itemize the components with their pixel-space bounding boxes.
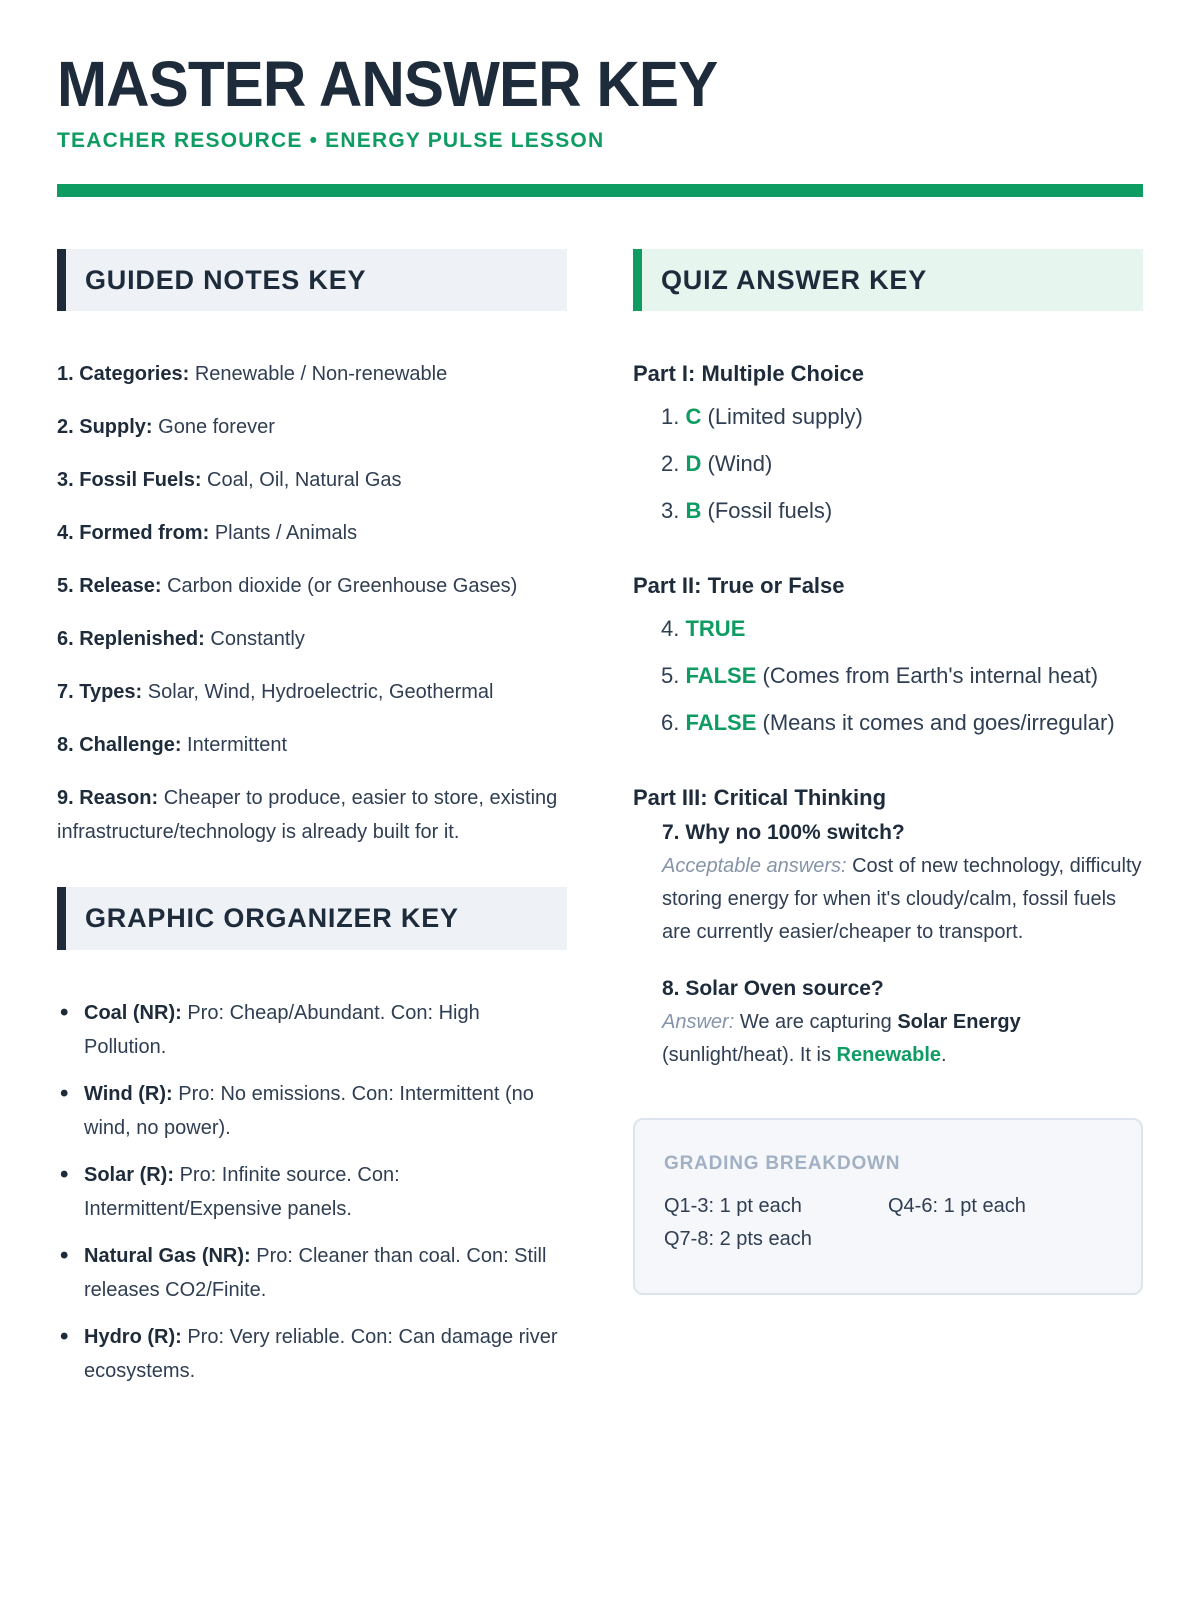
part3-heading: Part III: Critical Thinking [633, 785, 887, 811]
note-item [57, 463, 567, 497]
note-item-text: Renewable / Non-renewable [194, 363, 448, 386]
guided-notes-heading-label: GUIDED NOTES KEY [85, 265, 367, 295]
note-item-text: Solar, Wind, Hydroelectric, Geothermal [147, 681, 494, 704]
q8-question: 8. Solar Oven source? [662, 977, 884, 1001]
quiz-item-number: 6. [661, 710, 680, 736]
q8-answer-text: We are capturing [739, 1011, 892, 1034]
note-item [57, 516, 567, 550]
quiz-answer-key-heading-label: QUIZ ANSWER KEY [661, 265, 928, 295]
quiz-item [633, 609, 1143, 649]
note-item-label: 4. Formed from: [57, 522, 210, 545]
right-column [633, 249, 1143, 1401]
organizer-item-text: Pro: Very reliable. Con: Can damage river ecosystems. [84, 1325, 558, 1382]
organizer-item-text: Pro: Cleaner than coal. Con: Still releases CO2/Finite. [84, 1244, 547, 1301]
note-item [57, 675, 567, 709]
quiz-item-note: (Means it comes and goes/irregular) [762, 710, 1115, 736]
note-item-text: Coal, Oil, Natural Gas [207, 469, 402, 492]
quiz-item-number: 4. [661, 616, 680, 642]
critical-thinking-q8 [633, 977, 1143, 1072]
graphic-organizer-heading-label: GRAPHIC ORGANIZER KEY [85, 903, 459, 934]
quiz-item-note: (Fossil fuels) [707, 498, 833, 524]
organizer-item-label: Hydro (R): [84, 1325, 182, 1348]
note-item-text: Gone forever [158, 416, 275, 439]
quiz-item-number: 1. [661, 404, 680, 430]
quiz-item [633, 491, 1143, 531]
grading-breakdown-box [633, 1118, 1143, 1295]
green-divider-bar [57, 184, 1143, 197]
part2-heading: Part II: True or False [633, 573, 845, 599]
note-item-text: Plants / Animals [214, 522, 358, 545]
quiz-item-number: 3. [661, 498, 680, 524]
organizer-item [57, 996, 567, 1064]
note-item [57, 357, 567, 391]
quiz-item-answer: FALSE [685, 663, 757, 689]
note-item-text: Cheaper to produce, easier to store, existing infrastructure/technology is already built for it. [57, 787, 558, 844]
graphic-organizer-heading [57, 887, 567, 949]
grading-breakdown-title: GRADING BREAKDOWN [664, 1153, 901, 1175]
note-item-label: 8. Challenge: [57, 734, 182, 757]
note-item-label: 9. Reason: [57, 787, 159, 810]
note-item-label: 1. Categories: [57, 363, 190, 386]
quiz-item [633, 656, 1143, 696]
grading-cell: Q1-3: 1 pt each [664, 1195, 802, 1218]
organizer-item-label: Wind (R): [84, 1082, 173, 1105]
quiz-item-answer: D [685, 451, 702, 477]
organizer-item-text: Pro: Infinite source. Con: Intermittent/Expensive panels. [84, 1163, 400, 1220]
quiz-item [633, 444, 1143, 484]
q8-answer [662, 1006, 1143, 1072]
note-item-label: 3. Fossil Fuels: [57, 469, 202, 492]
quiz-item-note: (Wind) [707, 451, 773, 477]
quiz-item-note: (Limited supply) [707, 404, 863, 430]
organizer-item [57, 1239, 567, 1307]
note-item-label: 7. Types: [57, 681, 143, 704]
q8-answer-period: . [941, 1044, 947, 1067]
note-item-label: 2. Supply: [57, 416, 153, 439]
guided-notes-list [57, 357, 567, 849]
left-column [57, 249, 567, 1401]
quiz-item-number: 2. [661, 451, 680, 477]
organizer-item-text: Pro: Cheap/Abundant. Con: High Pollution. [84, 1001, 480, 1058]
grading-cell: Q7-8: 2 pts each [664, 1228, 812, 1251]
grading-cell: Q4-6: 1 pt each [888, 1195, 1026, 1218]
q8-answer-text: (sunlight/heat). It is [662, 1044, 831, 1067]
quiz-answer-key-heading [633, 249, 1143, 311]
note-item-text: Intermittent [187, 734, 288, 757]
q7-answer-text: Cost of new technology, difficulty storing energy for when it's cloudy/calm, fossil fuels are currently easier/cheaper to transport. [662, 855, 1142, 944]
note-item-label: 6. Replenished: [57, 628, 205, 651]
graphic-organizer-list [57, 996, 567, 1388]
q7-answer [662, 850, 1143, 949]
q8-answer-highlight: Renewable [836, 1044, 942, 1067]
quiz-item [633, 703, 1143, 743]
content-columns [57, 249, 1143, 1401]
critical-thinking-q7 [633, 821, 1143, 949]
note-item-label: 5. Release: [57, 575, 162, 598]
organizer-item-label: Coal (NR): [84, 1001, 182, 1024]
quiz-item [633, 397, 1143, 437]
guided-notes-heading [57, 249, 567, 311]
q8-answer-lead: Answer: [662, 1011, 735, 1034]
organizer-item-text: Pro: No emissions. Con: Intermittent (no wind, no power). [84, 1082, 534, 1139]
organizer-item-label: Solar (R): [84, 1163, 174, 1186]
note-item-text: Constantly [210, 628, 305, 651]
part1-heading: Part I: Multiple Choice [633, 361, 865, 387]
page-subtitle: TEACHER RESOURCE • ENERGY PULSE LESSON [57, 129, 605, 152]
grading-breakdown-grid [664, 1190, 1112, 1256]
quiz-item-note: (Comes from Earth's internal heat) [762, 663, 1099, 689]
quiz-item-answer: B [685, 498, 702, 524]
q7-question: 7. Why no 100% switch? [662, 821, 905, 845]
organizer-item [57, 1077, 567, 1145]
quiz-item-answer: FALSE [685, 710, 757, 736]
q8-answer-bold: Solar Energy [897, 1011, 1021, 1034]
q7-answer-lead: Acceptable answers: [662, 855, 847, 878]
organizer-item [57, 1158, 567, 1226]
quiz-item-answer: TRUE [685, 616, 746, 642]
quiz-item-answer: C [685, 404, 702, 430]
note-item [57, 781, 567, 849]
note-item [57, 622, 567, 656]
note-item [57, 728, 567, 762]
organizer-item-label: Natural Gas (NR): [84, 1244, 251, 1267]
note-item [57, 569, 567, 603]
quiz-item-number: 5. [661, 663, 680, 689]
page-header [57, 48, 1143, 197]
page-title: MASTER ANSWER KEY [57, 48, 718, 120]
organizer-item [57, 1320, 567, 1388]
note-item [57, 410, 567, 444]
note-item-text: Carbon dioxide (or Greenhouse Gases) [167, 575, 518, 598]
